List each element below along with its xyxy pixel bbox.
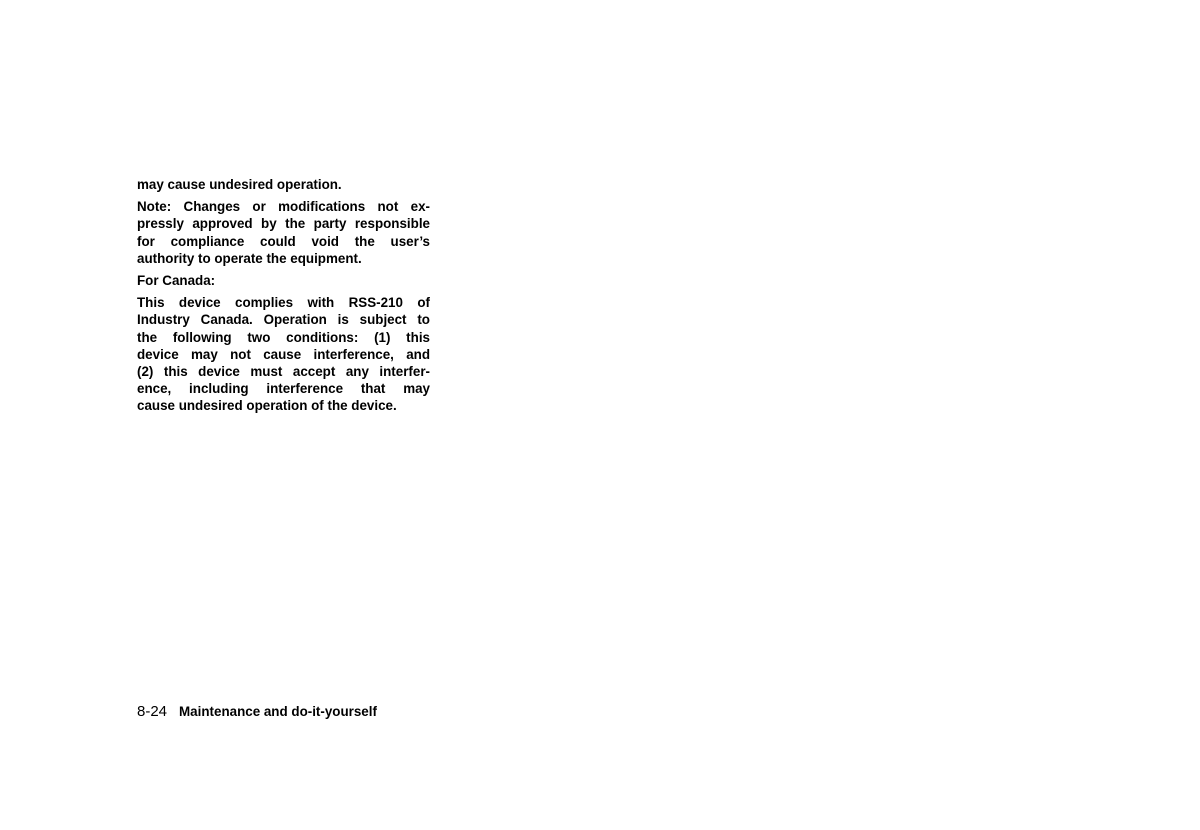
section-title: Maintenance and do-it-yourself <box>179 704 377 719</box>
text-line: for compliance could void the user’s <box>137 233 430 249</box>
paragraph-note <box>137 198 430 267</box>
text-line: may cause undesired operation. <box>137 177 342 192</box>
text-line: device may not cause interference, and <box>137 346 430 362</box>
text-line: This device complies with RSS-210 of <box>137 295 430 311</box>
paragraph-heading-canada <box>137 272 430 289</box>
text-line: Note: Changes or modifications not ex- <box>137 199 430 215</box>
page-number: 8-24 <box>137 703 168 720</box>
text-line: For Canada: <box>137 273 216 289</box>
page-footer <box>137 703 377 721</box>
text-line: ence, including interference that may <box>137 381 430 397</box>
text-line: cause undesired operation of the device. <box>137 398 397 414</box>
text-line: authority to operate the equipment. <box>137 250 362 266</box>
text-column <box>137 176 430 420</box>
text-line: Industry Canada. Operation is subject to <box>137 312 430 328</box>
paragraph-canada-compliance <box>137 294 430 414</box>
text-line: the following two conditions: (1) this <box>137 329 430 345</box>
paragraph-continuation <box>137 176 430 193</box>
text-line: (2) this device must accept any interfer- <box>137 364 430 380</box>
text-line: pressly approved by the party responsible <box>137 216 430 232</box>
